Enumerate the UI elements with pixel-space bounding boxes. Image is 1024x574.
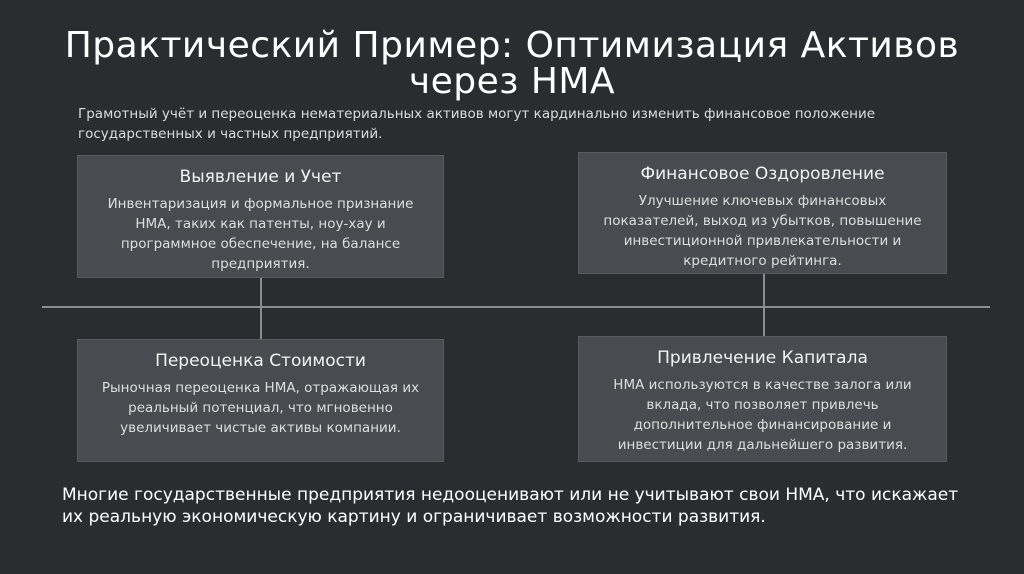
connector-bottom-right <box>763 306 765 336</box>
card-title: Выявление и Учет <box>179 167 342 187</box>
connector-bottom-left <box>260 306 262 339</box>
card-revaluation <box>77 339 444 462</box>
card-financial-recovery <box>578 152 947 274</box>
footer-note: Многие государственные предприятия недооценивают или не учитывают свои НМА, что искажает их реальную экономическую картину и ограничивает возможности развития. <box>62 485 959 527</box>
card-title: Финансовое Оздоровление <box>640 164 885 184</box>
slide-title: Практический Пример: Оптимизация Активов через НМА <box>64 25 960 102</box>
card-text: НМА используются в качестве залога или вклада, что позволяет привлечь дополнительное финансирование и инвестиции для дальнейшего развития. <box>613 377 912 453</box>
connector-top-left <box>260 278 262 308</box>
card-title: Переоценка Стоимости <box>155 351 366 371</box>
card-text: Улучшение ключевых финансовых показателей, выход из убытков, повышение инвестиционной привлекательности и кредитного рейтинга. <box>603 193 922 269</box>
slide-subtitle: Грамотный учёт и переоценка нематериальных активов могут кардинально изменить финансовое положение государственных и частных предприятий. <box>78 106 876 142</box>
card-text: Инвентаризация и формальное признание НМА, таких как патенты, ноу-хау и программное обеспечение, на балансе предприятия. <box>107 196 414 272</box>
timeline-line <box>42 306 990 308</box>
card-title: Привлечение Капитала <box>657 348 868 368</box>
card-capital-raising <box>578 336 947 462</box>
card-text: Рыночная переоценка НМА, отражающая их реальный потенциал, что мгновенно увеличивает чистые активы компании. <box>101 380 420 436</box>
card-identification <box>77 155 444 278</box>
connector-top-right <box>763 274 765 308</box>
